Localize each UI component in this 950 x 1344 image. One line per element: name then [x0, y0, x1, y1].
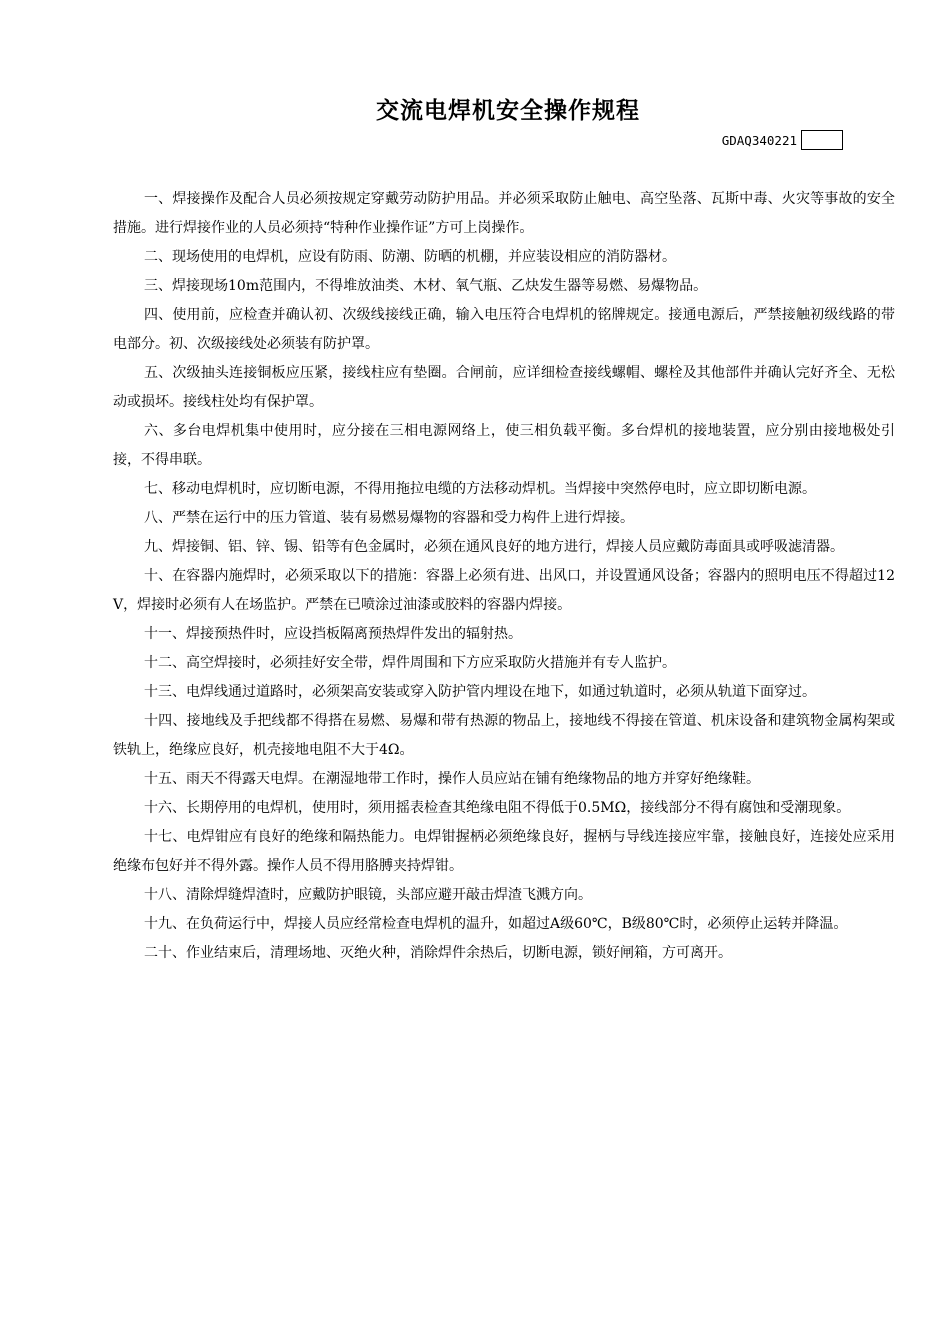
paragraph-17: 十七、电焊钳应有良好的绝缘和隔热能力。电焊钳握柄必须绝缘良好，握柄与导线连接应牢靠，接触良好，连接处应采用绝缘布包好并不得外露。操作人员不得用胳膊夹持焊钳。 [113, 829, 895, 874]
paragraph-16: 十六、长期停用的电焊机，使用时，须用摇表检查其绝缘电阻不得低于0.5MΩ，接线部分不得有腐蚀和受潮现象。 [144, 800, 851, 816]
document-title: 交流电焊机安全操作规程 [376, 98, 640, 124]
paragraph-20: 二十、作业结束后，清理场地、灭绝火种，消除焊件余热后，切断电源，锁好闸箱，方可离开。 [144, 945, 732, 961]
paragraph-15: 十五、雨天不得露天电焊。在潮湿地带工作时，操作人员应站在铺有绝缘物品的地方并穿好绝缘鞋。 [144, 771, 760, 787]
paragraph-13: 十三、电焊线通过道路时，必须架高安装或穿入防护管内埋设在地下，如通过轨道时，必须从轨道下面穿过。 [144, 684, 816, 700]
paragraph-4: 四、使用前，应检查并确认初、次级线接线正确，输入电压符合电焊机的铭牌规定。接通电源后，严禁接触初级线路的带电部分。初、次级接线处必须装有防护罩。 [113, 307, 895, 352]
paragraph-1: 一、焊接操作及配合人员必须按规定穿戴劳动防护用品。并必须采取防止触电、高空坠落、瓦斯中毒、火灾等事故的安全措施。进行焊接作业的人员必须持“特种作业操作证”方可上岗操作。 [113, 191, 895, 236]
paragraph-7: 七、移动电焊机时，应切断电源，不得用拖拉电缆的方法移动焊机。当焊接中突然停电时，应立即切断电源。 [144, 481, 816, 497]
paragraph-10: 十、在容器内施焊时，必须采取以下的措施：容器上必须有进、出风口，并设置通风设备；容器内的照明电压不得超过12V，焊接时必须有人在场监护。严禁在已喷涂过油漆或胶料的容器内焊接。 [113, 568, 895, 613]
paragraph-12: 十二、高空焊接时，必须挂好安全带，焊件周围和下方应采取防火措施并有专人监护。 [144, 655, 676, 671]
document-code-row [722, 129, 843, 151]
paragraph-3: 三、焊接现场10m范围内，不得堆放油类、木材、氧气瓶、乙炔发生器等易燃、易爆物品。 [144, 278, 708, 294]
paragraph-19: 十九、在负荷运行中，焊接人员应经常检查电焊机的温升，如超过A级60℃，B级80℃时，必须停止运转并降温。 [144, 916, 848, 932]
document-code-box [801, 130, 843, 150]
paragraph-5: 五、次级抽头连接铜板应压紧，接线柱应有垫圈。合闸前，应详细检查接线螺帽、螺栓及其他部件并确认完好齐全、无松动或损坏。接线柱处均有保护罩。 [113, 365, 895, 410]
paragraph-9: 九、焊接铜、铝、锌、锡、铅等有色金属时，必须在通风良好的地方进行，焊接人员应戴防毒面具或呼吸滤清器。 [144, 539, 844, 555]
paragraph-11: 十一、焊接预热件时，应设挡板隔离预热焊件发出的辐射热。 [144, 626, 522, 642]
paragraph-2: 二、现场使用的电焊机，应设有防雨、防潮、防晒的机棚，并应装设相应的消防器材。 [144, 249, 676, 265]
paragraph-8: 八、严禁在运行中的压力管道、装有易燃易爆物的容器和受力构件上进行焊接。 [144, 510, 634, 526]
paragraph-6: 六、多台电焊机集中使用时，应分接在三相电源网络上，使三相负载平衡。多台焊机的接地装置，应分别由接地极处引接，不得串联。 [113, 423, 895, 468]
document-body [113, 185, 895, 968]
document-code: GDAQ340221 [721, 132, 797, 148]
paragraph-14: 十四、接地线及手把线都不得搭在易燃、易爆和带有热源的物品上，接地线不得接在管道、机床设备和建筑物金属构架或铁轨上，绝缘应良好，机壳接地电阻不大于4Ω。 [113, 713, 895, 758]
paragraph-18: 十八、清除焊缝焊渣时，应戴防护眼镜，头部应避开敲击焊渣飞溅方向。 [144, 887, 592, 903]
